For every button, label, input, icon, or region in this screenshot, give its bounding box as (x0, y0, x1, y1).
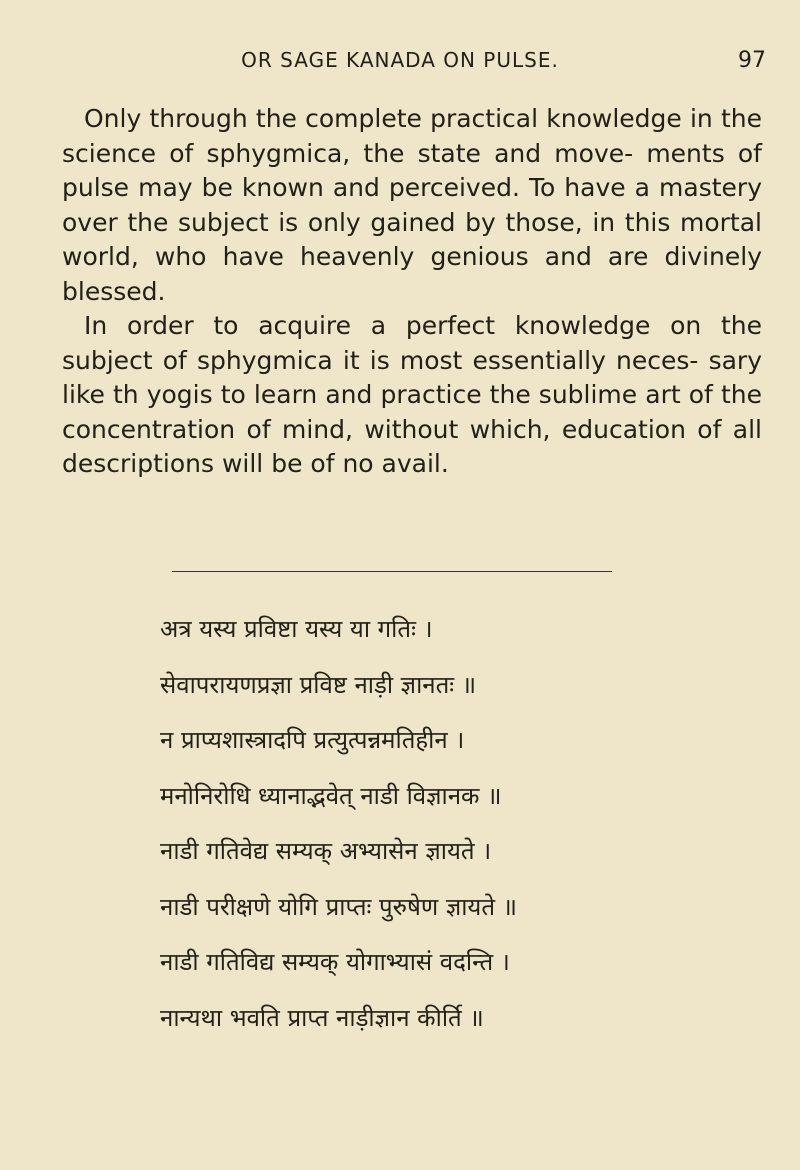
verse-line-7: नाडी गतिविद्य सम्यक् योगाभ्यासं वदन्ति । (160, 948, 510, 976)
page-number: 97 (738, 48, 766, 73)
verse-line-6: नाडी परीक्षणे योगि प्राप्तः पुरुषेण ज्ञायते ॥ (160, 892, 518, 921)
verse-line-5: नाडी गतिवेद्य सम्यक् अभ्यासेन ज्ञायते । (160, 837, 492, 865)
sanskrit-verse (160, 602, 680, 1046)
running-title: OR SAGE KANADA ON PULSE. (241, 48, 559, 72)
paragraph-2: In order to acquire a perfect knowledge on the subject of sphygmica it is most essentially neces- sary like th yogis to learn and practice the sublime art of the concentration of mind, without which, education of all descriptions will be of no avail. (62, 311, 762, 478)
verse-line-1: अत्र यस्य प्रविष्टा यस्य या गतिः । (160, 615, 433, 643)
paragraph-1: Only through the complete practical knowledge in the science of sphygmica, the state and move- ments of pulse may be known and perceived. To have a mastery over the subject is only gained by those, in this mortal world, who have heavenly genious and are divinely blessed. (62, 104, 762, 306)
verse-line-2: सेवापरायणप्रज्ञा प्रविष्ट नाड़ी ज्ञानतः ॥ (160, 670, 477, 699)
page-header (0, 48, 800, 80)
section-divider (172, 571, 612, 572)
body-text (62, 102, 762, 482)
verse-line-4: मनोनिरोधि ध्यानाद्भवेत् नाडी विज्ञानक ॥ (160, 781, 502, 810)
verse-line-8: नान्यथा भवति प्राप्त नाड़ीज्ञान कीर्ति ॥ (160, 1003, 484, 1032)
verse-line-3: न प्राप्यशास्त्रादपि प्रत्युत्पन्नमतिहीन । (160, 726, 465, 754)
